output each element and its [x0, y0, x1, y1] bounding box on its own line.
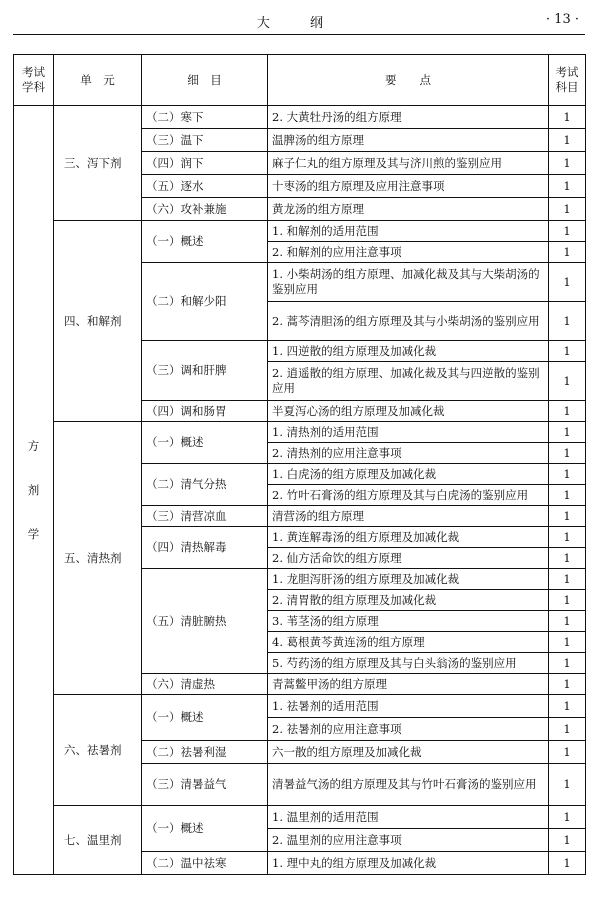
unit-cell: 四、和解剂	[54, 221, 142, 422]
header-points: 要 点	[268, 55, 549, 106]
detail-cell: （二）祛暑利湿	[142, 741, 268, 764]
unit-cell: 七、温里剂	[54, 806, 142, 875]
detail-cell: （五）清脏腑热	[142, 569, 268, 674]
page-header-title: 大 纲	[256, 16, 342, 31]
detail-cell: （六）清虚热	[142, 674, 268, 695]
table-row	[14, 422, 586, 443]
point-cell: 2. 逍遥散的组方原理、加减化裁及其与四逆散的鉴别应用	[268, 362, 549, 401]
detail-cell: （四）清热解毒	[142, 527, 268, 569]
point-cell: 十枣汤的组方原理及应用注意事项	[268, 175, 549, 198]
table-row	[14, 221, 586, 242]
detail-cell: （四）润下	[142, 152, 268, 175]
point-cell: 清营汤的组方原理	[268, 506, 549, 527]
detail-cell: （一）概述	[142, 806, 268, 852]
exam-cell: 1	[549, 129, 586, 152]
unit-cell: 三、泻下剂	[54, 106, 142, 221]
point-cell: 1. 理中丸的组方原理及加减化裁	[268, 852, 549, 875]
unit-cell: 六、祛暑剂	[54, 695, 142, 806]
point-cell: 1. 小柴胡汤的组方原理、加减化裁及其与大柴胡汤的鉴别应用	[268, 263, 549, 302]
point-cell: 2. 仙方活命饮的组方原理	[268, 548, 549, 569]
point-cell: 2. 祛暑剂的应用注意事项	[268, 718, 549, 741]
exam-cell: 1	[549, 548, 586, 569]
exam-cell: 1	[549, 401, 586, 422]
detail-cell: （一）概述	[142, 422, 268, 464]
point-cell: 5. 芍药汤的组方原理及其与白头翁汤的鉴别应用	[268, 653, 549, 674]
exam-cell: 1	[549, 527, 586, 548]
exam-cell: 1	[549, 198, 586, 221]
point-cell: 1. 龙胆泻肝汤的组方原理及加减化裁	[268, 569, 549, 590]
detail-cell: （三）清营凉血	[142, 506, 268, 527]
exam-cell: 1	[549, 362, 586, 401]
point-cell: 4. 葛根黄芩黄连汤的组方原理	[268, 632, 549, 653]
exam-cell: 1	[549, 718, 586, 741]
table-header-row	[14, 55, 586, 106]
exam-cell: 1	[549, 590, 586, 611]
point-cell: 黄龙汤的组方原理	[268, 198, 549, 221]
point-cell: 青蒿鳖甲汤的组方原理	[268, 674, 549, 695]
point-cell: 2. 蒿芩清胆汤的组方原理及其与小柴胡汤的鉴别应用	[268, 302, 549, 341]
exam-cell: 1	[549, 806, 586, 829]
exam-cell: 1	[549, 242, 586, 263]
exam-cell: 1	[549, 695, 586, 718]
point-cell: 1. 和解剂的适用范围	[268, 221, 549, 242]
exam-cell: 1	[549, 443, 586, 464]
detail-cell: （二）温中祛寒	[142, 852, 268, 875]
detail-cell: （六）攻补兼施	[142, 198, 268, 221]
point-cell: 温脾汤的组方原理	[268, 129, 549, 152]
exam-cell: 1	[549, 152, 586, 175]
exam-cell: 1	[549, 221, 586, 242]
point-cell: 2. 竹叶石膏汤的组方原理及其与白虎汤的鉴别应用	[268, 485, 549, 506]
point-cell: 2. 温里剂的应用注意事项	[268, 829, 549, 852]
exam-cell: 1	[549, 852, 586, 875]
exam-cell: 1	[549, 106, 586, 129]
detail-cell: （一）概述	[142, 221, 268, 263]
point-cell: 1. 清热剂的适用范围	[268, 422, 549, 443]
point-cell: 1. 四逆散的组方原理及加减化裁	[268, 341, 549, 362]
detail-cell: （三）温下	[142, 129, 268, 152]
point-cell: 1. 黄连解毒汤的组方原理及加减化裁	[268, 527, 549, 548]
table-row	[14, 695, 586, 718]
point-cell: 2. 大黄牡丹汤的组方原理	[268, 106, 549, 129]
exam-cell: 1	[549, 569, 586, 590]
point-cell: 1. 白虎汤的组方原理及加减化裁	[268, 464, 549, 485]
unit-cell: 五、清热剂	[54, 422, 142, 695]
detail-cell: （二）清气分热	[142, 464, 268, 506]
detail-cell: （一）概述	[142, 695, 268, 741]
page-header	[13, 8, 585, 35]
point-cell: 2. 和解剂的应用注意事项	[268, 242, 549, 263]
subject-cell: 方 剂 学	[14, 106, 54, 875]
exam-cell: 1	[549, 175, 586, 198]
exam-cell: 1	[549, 422, 586, 443]
exam-cell: 1	[549, 829, 586, 852]
point-cell: 1. 祛暑剂的适用范围	[268, 695, 549, 718]
exam-cell: 1	[549, 302, 586, 341]
header-subject: 考试 学科	[14, 55, 54, 106]
exam-cell: 1	[549, 485, 586, 506]
exam-cell: 1	[549, 653, 586, 674]
syllabus-table	[13, 54, 586, 875]
point-cell: 2. 清胃散的组方原理及加减化裁	[268, 590, 549, 611]
point-cell: 2. 清热剂的应用注意事项	[268, 443, 549, 464]
detail-cell: （五）逐水	[142, 175, 268, 198]
detail-cell: （四）调和肠胃	[142, 401, 268, 422]
point-cell: 麻子仁丸的组方原理及其与济川煎的鉴别应用	[268, 152, 549, 175]
detail-cell: （二）寒下	[142, 106, 268, 129]
table-row	[14, 106, 586, 129]
point-cell: 半夏泻心汤的组方原理及加减化裁	[268, 401, 549, 422]
exam-cell: 1	[549, 506, 586, 527]
point-cell: 1. 温里剂的适用范围	[268, 806, 549, 829]
exam-cell: 1	[549, 263, 586, 302]
table-row	[14, 806, 586, 829]
header-unit: 单 元	[54, 55, 142, 106]
exam-cell: 1	[549, 632, 586, 653]
detail-cell: （二）和解少阳	[142, 263, 268, 341]
header-detail: 细 目	[142, 55, 268, 106]
exam-cell: 1	[549, 741, 586, 764]
exam-cell: 1	[549, 611, 586, 632]
exam-cell: 1	[549, 464, 586, 485]
exam-cell: 1	[549, 674, 586, 695]
point-cell: 清暑益气汤的组方原理及其与竹叶石膏汤的鉴别应用	[268, 764, 549, 806]
point-cell: 六一散的组方原理及加减化裁	[268, 741, 549, 764]
header-exam: 考试 科目	[549, 55, 586, 106]
detail-cell: （三）清暑益气	[142, 764, 268, 806]
point-cell: 3. 苇茎汤的组方原理	[268, 611, 549, 632]
page-number: · 13 ·	[545, 12, 579, 27]
detail-cell: （三）调和肝脾	[142, 341, 268, 401]
exam-cell: 1	[549, 764, 586, 806]
exam-cell: 1	[549, 341, 586, 362]
